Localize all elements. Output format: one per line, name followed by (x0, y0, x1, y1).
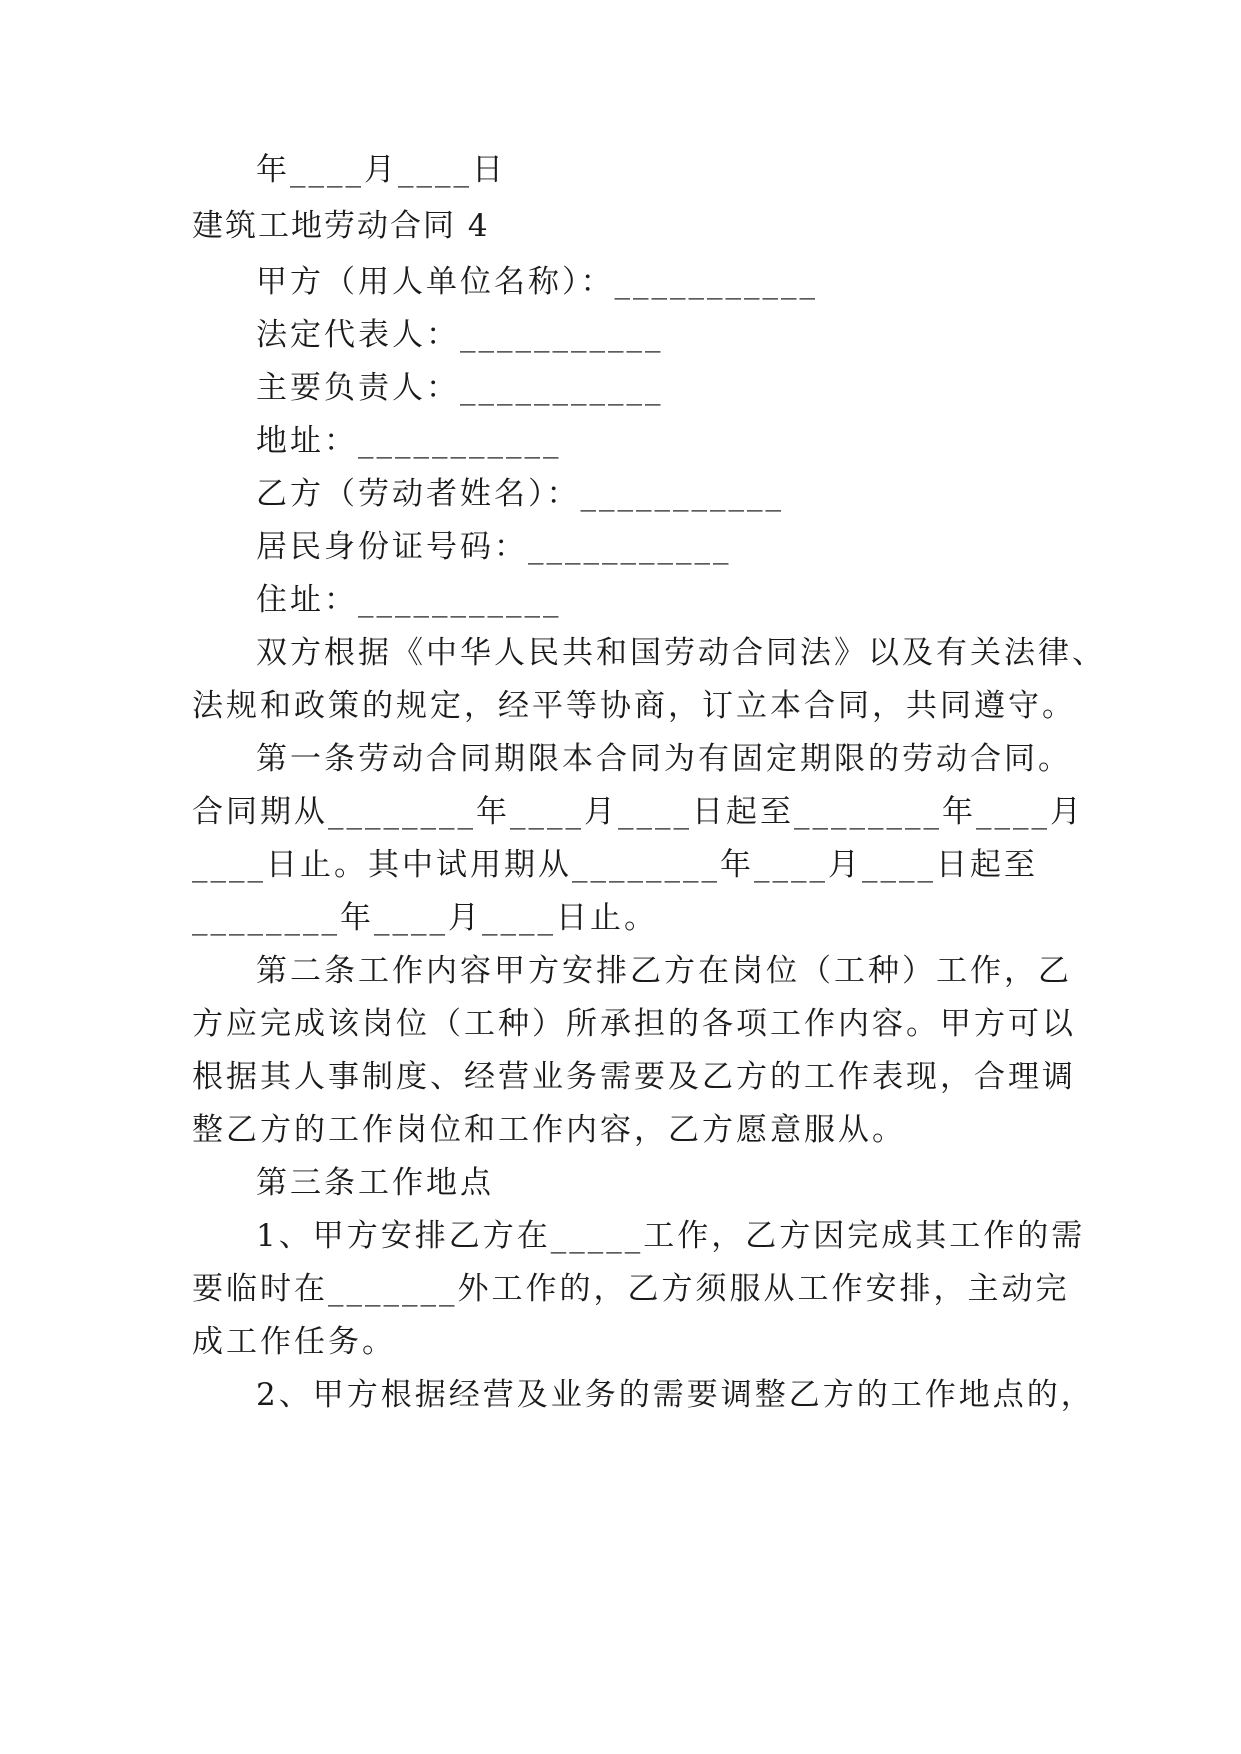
article-1-line-4: ________年____月____日止。 (192, 900, 658, 936)
article-2-line-3: 根据其人事制度、经营业务需要及乙方的工作表现，合理调 (192, 1059, 1076, 1095)
party-b-name-line: 乙方（劳动者姓名）：___________ (256, 476, 784, 512)
article-2-line-2: 方应完成该岗位（工种）所承担的各项工作内容。甲方可以 (192, 1006, 1076, 1042)
party-a-address-line: 地址：___________ (256, 423, 562, 459)
article-1-line-2: 合同期从________年____月____日起至________年____月 (192, 794, 1084, 830)
article-3-item-1-line-2: 要临时在_______外工作的，乙方须服从工作安排，主动完 (192, 1271, 1070, 1307)
article-3-item-2-line-1: 2、甲方根据经营及业务的需要调整乙方的工作地点的， (256, 1377, 1095, 1413)
preamble-line-1: 双方根据《中华人民共和国劳动合同法》以及有关法律、 (256, 635, 1106, 671)
id-number-line: 居民身份证号码：___________ (256, 529, 732, 565)
article-2-line-1: 第二条工作内容甲方安排乙方在岗位（工种）工作，乙 (256, 953, 1072, 989)
article-3-item-1-line-1: 1、甲方安排乙方在_____工作，乙方因完成其工作的需 (256, 1218, 1086, 1254)
date-line: 年____月____日 (256, 152, 506, 188)
party-a-name-line: 甲方（用人单位名称）：___________ (256, 264, 818, 300)
article-1-line-3: ____日止。其中试用期从________年____月____日起至 (192, 847, 1038, 883)
legal-representative-line: 法定代表人：___________ (256, 317, 664, 353)
main-person-in-charge-line: 主要负责人：___________ (256, 370, 664, 406)
article-1-line-1: 第一条劳动合同期限本合同为有固定期限的劳动合同。 (256, 741, 1072, 777)
preamble-line-2: 法规和政策的规定，经平等协商，订立本合同，共同遵守。 (192, 688, 1076, 724)
article-2-line-4: 整乙方的工作岗位和工作内容，乙方愿意服从。 (192, 1112, 906, 1148)
article-3-item-1-line-3: 成工作任务。 (192, 1324, 396, 1360)
contract-title: 建筑工地劳动合同 4 (192, 208, 490, 244)
party-b-address-line: 住址：___________ (256, 582, 562, 618)
article-3-heading: 第三条工作地点 (256, 1165, 494, 1201)
